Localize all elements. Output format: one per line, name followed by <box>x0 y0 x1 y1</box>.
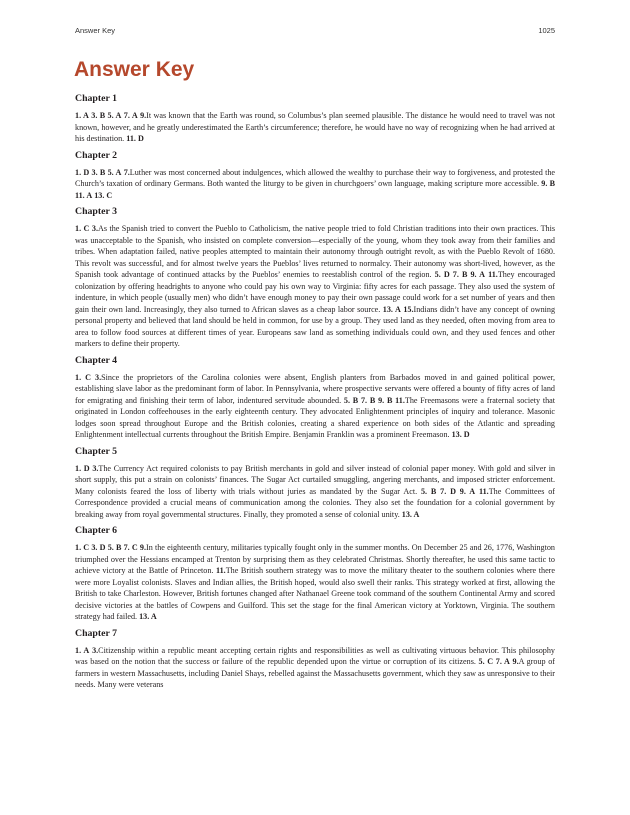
answer-text: The Committees of Correspondence provided a crucial means of communication among the colonies. They also set the foundation for a colonial government by breaking away from royal governmental structures. Finally, they promoted a sense of colonial unity. <box>75 486 556 519</box>
question-number: 7. <box>123 111 130 120</box>
answer-item <box>470 270 485 279</box>
question-number: 7. <box>440 486 447 496</box>
question-number: 9. <box>459 486 466 496</box>
answer-item <box>75 646 89 655</box>
chapter-section <box>75 355 555 441</box>
answer-item <box>75 543 89 552</box>
answer-choice: B <box>461 270 468 279</box>
chapter-heading: Chapter 2 <box>75 149 118 161</box>
question-number: 7. <box>452 270 459 279</box>
question-number: 11. <box>478 486 489 496</box>
chapter-section <box>75 628 555 691</box>
answer-choice: A <box>83 111 89 120</box>
answer-choice: A <box>115 111 122 120</box>
answer-choice: A <box>83 645 90 655</box>
question-number: 11. <box>488 270 498 279</box>
answer-choice: A <box>150 612 157 621</box>
answer-item <box>94 191 112 200</box>
answer-choice: B <box>430 486 437 496</box>
answer-choice: A <box>413 509 420 519</box>
answer-item <box>421 487 436 496</box>
answer-item <box>91 543 105 552</box>
chapter-answers <box>75 110 555 145</box>
answer-item <box>452 430 470 439</box>
answer-choice: D <box>450 486 456 496</box>
answer-item <box>124 111 138 120</box>
answer-item <box>479 657 494 666</box>
answer-choice: B <box>352 395 359 405</box>
answer-item <box>496 657 510 666</box>
question-number: 9. <box>512 657 519 666</box>
chapter-heading: Chapter 1 <box>75 93 118 104</box>
answer-item <box>75 191 92 200</box>
answer-item <box>344 396 358 405</box>
chapter-heading: Chapter 6 <box>75 525 118 536</box>
question-number: 13. <box>139 612 150 621</box>
question-number: 1. <box>75 111 82 120</box>
answer-item <box>92 168 106 177</box>
chapter-heading: Chapter 5 <box>75 445 118 457</box>
chapter-section <box>75 525 555 623</box>
chapter-answers <box>75 542 555 623</box>
question-number: 13. <box>401 509 412 519</box>
chapter-answers <box>75 372 555 441</box>
question-number: 3. <box>91 543 98 552</box>
answer-text: It was known that the Earth was round, so Columbus’s plan seemed plausible. The distance he would need to travel was not known, however, and he greatly underestimated the Earth’s circumference; therefore, he would have no way of recognizing when he had arrived at his destination. <box>75 111 555 143</box>
answer-choice: D <box>83 463 90 473</box>
question-number: 5. <box>343 395 350 405</box>
question-number: 1. <box>75 167 82 177</box>
answer-text: Since the proprietors of the Carolina colonies were absent, English planters from Barbados moved in and gained political power, establishing slave labor as the predominant form of labor. In Pennsylvania, where prospective servants were offered a bounty of fifty acres of land for emigrating and finishing their term of labor, indentured servitude abounded. <box>75 372 556 405</box>
question-number: 9. <box>378 395 385 405</box>
question-number: 11. <box>75 190 85 200</box>
question-number: 13. <box>382 304 393 314</box>
question-number: 1. <box>75 463 82 473</box>
answer-choice: D <box>463 430 470 439</box>
chapter-answers <box>75 645 555 691</box>
answer-text: Citizenship within a republic meant accepting certain rights and responsibilities as well as cultivating virtuous behavior. This philosophy was based on the notion that the success or failure of the republic depended upon the virtue or corruption of its citizens. <box>75 645 555 666</box>
question-number: 3. <box>91 167 98 177</box>
answer-choice: C <box>487 657 494 666</box>
answer-item <box>75 111 89 120</box>
question-number: 5. <box>420 486 428 496</box>
answer-item <box>75 168 89 177</box>
question-number: 13. <box>94 190 105 200</box>
header-section-title: Answer Key <box>75 26 116 35</box>
answer-choice: B <box>549 179 556 188</box>
answer-text: They encouraged colonization by offering headrights to anyone who could pay his own way to Virginia: fifty acres for each passage. They also used the system of indenture, in which people (usually men) who didn’t have enough money to pay their own passage could work for a set number of years and then gain their own land. Increasingly, they also turned to African slaves as a cheap labor source. <box>75 270 556 314</box>
chapter-answers <box>75 167 555 202</box>
question-number: 3. <box>91 224 98 233</box>
chapter-heading: Chapter 7 <box>75 627 118 639</box>
answer-item <box>361 396 375 405</box>
answer-item <box>91 111 105 120</box>
answer-choice: C <box>131 543 138 552</box>
answer-text: Luther was most concerned about indulgences, which allowed the wealthy to purchase their way to forgiveness, and protested the Church’s taxation of ordinary Germans. Both wanted the liturgy to be given in churchgoers’ own language, making scripture more accessible. <box>75 167 556 188</box>
answer-list <box>75 93 555 696</box>
answer-item <box>460 487 475 496</box>
question-number: 3. <box>92 645 99 655</box>
question-number: 9. <box>541 179 548 188</box>
question-number: 5. <box>478 657 485 666</box>
answer-item <box>124 543 138 552</box>
question-number: 3. <box>92 463 99 473</box>
chapter-answers <box>75 223 555 350</box>
answer-choice: B <box>386 395 393 405</box>
answer-item <box>541 179 555 188</box>
question-number: 11. <box>126 134 136 143</box>
answer-choice: B <box>99 111 106 120</box>
answer-text: In the eighteenth century, militaries typically fought only in the summer months. On December 25 and 26, 1776, Washington triumphed over the Hessians encamped at Trenton by surprising them as they celebrated Christmas. Shortly thereafter, he used this same tactic to achieve victory at the Battle of Princeton. <box>75 543 555 575</box>
question-number: 5. <box>107 111 114 120</box>
question-number: 1. <box>75 645 82 655</box>
answer-item <box>75 224 89 233</box>
answer-text: The British southern strategy was to move the military theater to the southern colonies where there were more Loyalist colonists. Slaves and Indian allies, the British hoped, would also swell their ranks. This strategy worked at first, allowing the British to take Charleston. However, British fortunes changed after Nathanael Greene took command of the southern Continental Army and scored decisive victories at the battles of Cowpens and Guilford. This set the stage for the final American victory at Yorktown, Virginia. The southern strategy had failed. <box>75 566 555 621</box>
answer-choice: D <box>137 134 144 143</box>
chapter-section <box>75 150 555 202</box>
chapter-answers <box>75 463 555 521</box>
chapter-heading: Chapter 3 <box>75 206 118 217</box>
question-number: 11. <box>216 566 226 575</box>
answer-item <box>75 111 555 143</box>
answer-item <box>378 396 392 405</box>
chapter-section <box>75 93 555 145</box>
answer-choice: C <box>85 372 91 382</box>
running-header <box>75 26 555 35</box>
answer-item <box>108 111 122 120</box>
answer-item <box>402 510 420 519</box>
page-number: 1025 <box>538 26 555 35</box>
chapter-section <box>75 446 555 521</box>
question-number: 9. <box>140 111 147 120</box>
question-number: 5. <box>434 270 441 279</box>
answer-item <box>139 612 157 621</box>
answer-item <box>440 487 456 496</box>
answer-choice: B <box>115 543 122 552</box>
answer-choice: C <box>106 190 113 200</box>
chapter-section <box>75 206 555 350</box>
answer-text: As the Spanish tried to convert the Pueblo to Catholicism, the native people tried to fold Christian traditions into their own practices. This was unacceptable to the Spanish, who insisted on complete conversion—especially of the young, whom they took away from their families and tribes. When adaptation failed, native peoples attempted to maintain their autonomy through outright revolt, as with the Pueblo Revolt of 1680. This revolt was successful, and for almost twelve years the Pueblos’ lives returned to normalcy. Their autonomy was short-lived, however, as the Spanish took advantage of continued attacks by the Pueblos’ enemies to reestablish control of the region. <box>75 224 556 279</box>
question-number: 13. <box>451 430 462 439</box>
answer-choice: A <box>86 190 93 200</box>
chapter-heading: Chapter 4 <box>75 354 118 366</box>
answer-item <box>435 270 450 279</box>
answer-choice: A <box>394 304 401 314</box>
answer-item <box>75 168 555 189</box>
answer-text: The Freemasons were a fraternal society that originated in London coffeehouses in the early eighteenth century. They advocated Enlightenment principles of inquiry and tolerance. Masonic lodges soon spread throughout Europe and the British colonies, creating a shared experience on both sides of the Atlantic and spreading Enlightenment intellectual currents throughout the British Empire. Benjamin Franklin was a prominent Freemason. <box>75 395 556 439</box>
answer-choice: D <box>443 270 450 279</box>
question-number: 7. <box>495 657 502 666</box>
question-number: 3. <box>91 111 98 120</box>
question-number: 15. <box>403 304 414 314</box>
answer-choice: B <box>99 167 106 177</box>
question-number: 7. <box>123 543 130 552</box>
question-number: 7. <box>360 395 368 405</box>
question-number: 7. <box>123 167 130 177</box>
answer-item <box>75 464 90 473</box>
answer-choice: D <box>99 543 106 552</box>
answer-item <box>383 305 401 314</box>
answer-item <box>108 168 122 177</box>
answer-choice: B <box>369 395 376 405</box>
question-number: 11. <box>395 395 405 405</box>
question-number: 9. <box>139 543 147 552</box>
answer-choice: A <box>479 270 486 279</box>
answer-choice: A <box>115 167 122 177</box>
question-number: 1. <box>75 372 82 382</box>
answer-text: The Currency Act required colonists to pay British merchants in gold and silver instead of colonial paper money. With gold and silver in short supply, this put a strain on colonists’ finances. The Sugar Act curtailed smuggling, angering merchants, and imposed stricter enforcement. Many colonists feared the loss of liberty with trials without juries as mandated by the Sugar Act. <box>75 463 556 496</box>
question-number: 3. <box>95 372 102 382</box>
answer-choice: C <box>83 224 90 233</box>
answer-choice: D <box>83 167 90 177</box>
answer-choice: C <box>83 543 90 552</box>
answer-choice: A <box>131 111 138 120</box>
question-number: 9. <box>470 270 477 279</box>
question-number: 1. <box>75 543 82 552</box>
question-number: 1. <box>75 224 82 233</box>
answer-choice: A <box>504 657 510 666</box>
answer-text: A group of farmers in western Massachusetts, including Daniel Shays, rebelled against the Massachusetts government, which they saw as unresponsive to their needs. Many were veterans <box>75 657 555 689</box>
answer-text: Indians didn’t have any concept of owning personal property and believed that land should be held in common, for use by a group. They used land as they needed, often moving from area to area to follow food sources at different times of year. Europeans saw land as something individuals could own, and they used fences and other markers to define their property. <box>75 304 556 348</box>
question-number: 5. <box>107 167 114 177</box>
answer-item <box>108 543 122 552</box>
question-number: 5. <box>107 543 114 552</box>
page-title: Answer Key <box>74 58 195 81</box>
answer-item <box>453 270 468 279</box>
answer-item <box>126 134 144 143</box>
answer-choice: A <box>469 486 476 496</box>
answer-item <box>75 373 91 382</box>
